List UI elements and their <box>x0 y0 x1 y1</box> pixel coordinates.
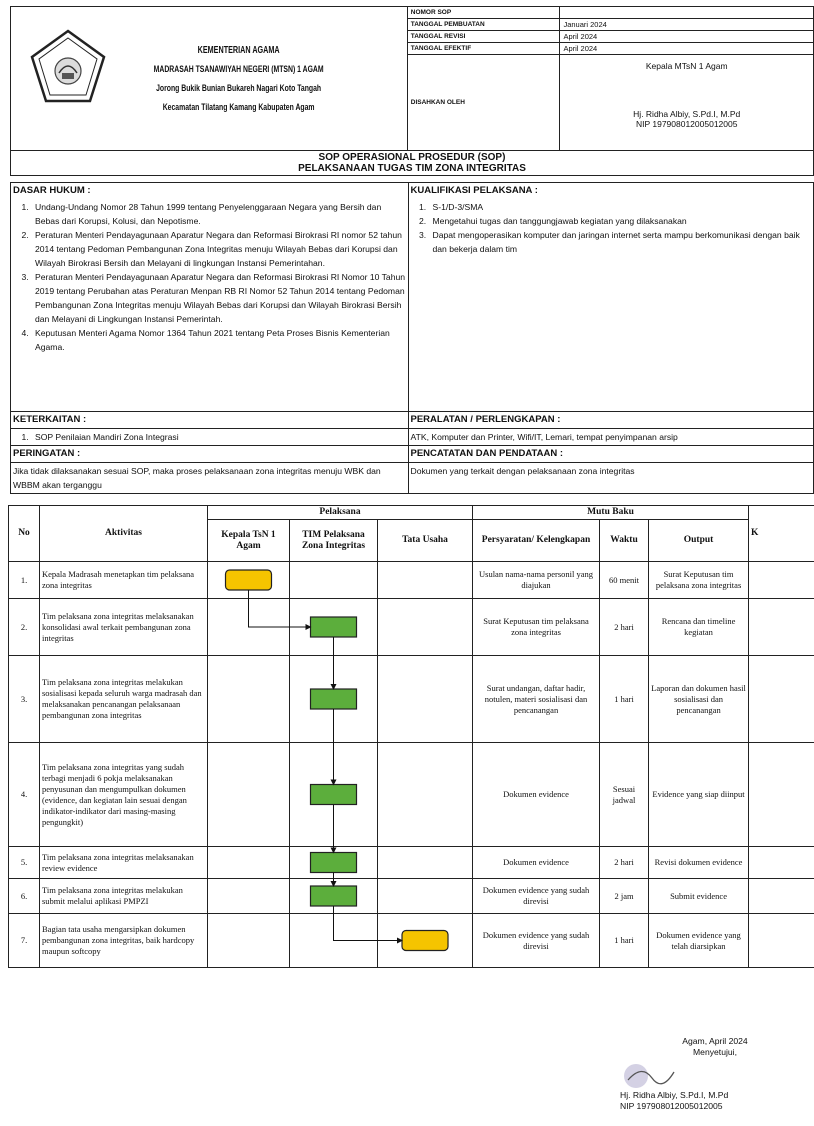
flow-row-waktu: 2 hari <box>600 847 649 879</box>
col-persyaratan: Persyaratan/ Kelengkapan <box>473 520 600 562</box>
col-pelaksana: Pelaksana <box>208 506 473 520</box>
keterkaitan-cell <box>11 428 409 445</box>
flow-row-aktivitas: Tim pelaksana zona integritas melaksanakan review evidence <box>40 847 208 879</box>
school-name: MADRASAH TSANAWIYAH NEGERI (MTSN) 1 AGAM <box>153 63 324 75</box>
lane-kepala <box>208 914 290 968</box>
sop-title-line-1: SOP OPERASIONAL PROSEDUR (SOP) <box>318 152 506 163</box>
flow-row-persyaratan: Dokumen evidence <box>473 847 600 879</box>
col-tata-usaha: Tata Usaha <box>378 520 473 562</box>
signature-approve: Menyetujui, <box>693 1047 737 1057</box>
keterkaitan-item: 1. SOP Penilaian Mandiri Zona Integrasi <box>31 430 406 444</box>
kualifikasi-item: 2. Mengetahui tugas dan tanggungjawab kegiatan yang dilaksanakan <box>429 214 812 228</box>
lane-tim <box>290 914 378 968</box>
school-address-2: Kecamatan Tilatang Kamang Kabupaten Agam <box>162 101 315 113</box>
sop-title-line-2: PELAKSANAAN TUGAS TIM ZONA INTEGRITAS <box>298 163 526 174</box>
kualifikasi-item: 3. Dapat mengoperasikan komputer dan jaringan internet serta mampu berkomunikasi dengan baik dan bekerja dalam tim <box>429 228 812 256</box>
col-output: Output <box>649 520 749 562</box>
sop-number-label: NOMOR SOP <box>407 7 560 19</box>
approver-title: Kepala MTsN 1 Agam <box>645 61 728 71</box>
keterkaitan-label: KETERKAITAN : <box>11 411 409 428</box>
lane-kepala <box>208 847 290 879</box>
peralatan-label: PERALATAN / PERLENGKAPAN : <box>408 411 814 428</box>
flow-row-aktivitas: Tim pelaksana zona integritas melaksanakan konsolidasi awal terkait pembangunan zona integritas <box>40 599 208 656</box>
signature-place-date: Agam, April 2024 <box>682 1036 748 1046</box>
flow-row-no: 1. <box>9 562 40 599</box>
flow-row-persyaratan: Dokumen evidence yang sudah direvisi <box>473 879 600 914</box>
sop-info-table <box>10 182 814 494</box>
revision-date-value: April 2024 <box>560 31 814 43</box>
dasar-hukum-label: DASAR HUKUM : <box>11 183 409 200</box>
dasar-hukum-item: 2. Peraturan Menteri Pendayagunaan Aparatur Negara dan Reformasi Birokrasi RI nomor 52 tahun 2014 tentang Pedoman Pembangunan Zona Integritas menuju Wilayah Bebas dari Korupsi dan Wilayah Birokrasi Bersih dan Melayani di lingkungan Instansi Pemerintahan. <box>31 228 406 270</box>
approver-nip: NIP 197908012005012005 <box>635 119 738 129</box>
flow-row-aktivitas: Bagian tata usaha mengarsipkan dokumen pembangunan zona integritas, baik hardcopy maupun softcopy <box>40 914 208 968</box>
flow-row-persyaratan: Surat Keputusan tim pelaksana zona integritas <box>473 599 600 656</box>
lane-tim <box>290 562 378 599</box>
signature-nip: NIP 197908012005012005 <box>620 1101 723 1111</box>
flow-row <box>9 562 814 599</box>
flow-row-output: Dokumen evidence yang telah diarsipkan <box>649 914 749 968</box>
lane-tata-usaha <box>378 599 473 656</box>
lane-tim <box>290 847 378 879</box>
signature-stamp <box>622 1060 682 1090</box>
approver-name: Hj. Ridha Albiy, S.Pd.I, M.Pd <box>633 109 741 119</box>
lane-tata-usaha <box>378 656 473 743</box>
flow-row-keterangan <box>749 656 814 743</box>
flow-row-output: Revisi dokumen evidence <box>649 847 749 879</box>
revision-date-label: TANGGAL REVISI <box>407 31 560 43</box>
created-date-label: TANGGAL PEMBUATAN <box>407 19 560 31</box>
flow-row-no: 5. <box>9 847 40 879</box>
kualifikasi-list <box>411 200 812 256</box>
flow-row <box>9 599 814 656</box>
flow-row-keterangan <box>749 847 814 879</box>
flow-row-no: 6. <box>9 879 40 914</box>
kualifikasi-list-cell <box>408 199 814 411</box>
flow-row-persyaratan: Dokumen evidence yang sudah direvisi <box>473 914 600 968</box>
flow-row-keterangan <box>749 879 814 914</box>
keterkaitan-list <box>13 430 406 444</box>
dasar-hukum-item: 4. Keputusan Menteri Agama Nomor 1364 Tahun 2021 tentang Peta Proses Bisnis Kementerian Agama. <box>31 326 406 354</box>
flow-row-waktu: Sesuai jadwal <box>600 743 649 847</box>
flow-row-no: 2. <box>9 599 40 656</box>
flow-row-aktivitas: Kepala Madrasah menetapkan tim pelaksana zona integritas <box>40 562 208 599</box>
signature-block <box>620 1036 810 1112</box>
sop-number-value <box>560 7 814 19</box>
flow-row-keterangan <box>749 914 814 968</box>
flow-rows <box>9 562 814 968</box>
flow-row-output: Surat Keputusan tim pelaksana zona integritas <box>649 562 749 599</box>
sop-header-table <box>10 6 814 176</box>
col-tim: TIM Pelaksana Zona Integritas <box>290 520 378 562</box>
dasar-hukum-item: 3. Peraturan Menteri Pendayagunaan Aparatur Negara dan Reformasi Birokrasi RI Nomor 10 Tahun 2019 tentang Perubahan atas Peraturan Menpan RB RI Nomor 52 Tahun 2014 tentang Pedoman Pembangunan Zona Integritas menuju Wilayah Bebas dari Korupsi dan Wilayah Birokrasi Bersih dan Melayani di Lingkungan Instansi Pemerintah. <box>31 270 406 326</box>
flow-row-keterangan <box>749 743 814 847</box>
flow-row-output: Evidence yang siap diinput <box>649 743 749 847</box>
flow-row-keterangan <box>749 562 814 599</box>
flow-row-waktu: 60 menit <box>600 562 649 599</box>
dasar-hukum-list <box>13 200 406 354</box>
lane-tata-usaha <box>378 847 473 879</box>
approved-by-label: DISAHKAN OLEH <box>407 55 560 151</box>
flow-row-output: Submit evidence <box>649 879 749 914</box>
flow-row-output: Laporan dan dokumen hasil sosialisasi dan pencanangan <box>649 656 749 743</box>
kualifikasi-item: 1. S-1/D-3/SMA <box>429 200 812 214</box>
flow-row-aktivitas: Tim pelaksana zona integritas melakukan submit melalui aplikasi PMPZI <box>40 879 208 914</box>
lane-tim <box>290 879 378 914</box>
col-no: No <box>9 506 40 562</box>
flow-row-waktu: 2 jam <box>600 879 649 914</box>
flow-row-no: 4. <box>9 743 40 847</box>
lane-tata-usaha <box>378 914 473 968</box>
peringatan-text: Jika tidak dilaksanakan sesuai SOP, maka proses pelaksanaan zona integritas menuju WBK dan WBBM akan terganggu <box>11 462 409 493</box>
pencatatan-text: Dokumen yang terkait dengan pelaksanaan zona integritas <box>408 462 814 493</box>
flow-row-aktivitas: Tim pelaksana zona integritas yang sudah terbagi menjadi 6 pokja melaksanakan penyusunan dan mengumpulkan dokumen (evidence, dan kegiatan lain sesuai dengan indikator-indikator dari masing-masing pengungkit) <box>40 743 208 847</box>
peringatan-label: PERINGATAN : <box>11 445 409 462</box>
col-kepala: Kepala TsN 1 Agam <box>208 520 290 562</box>
sop-flow-table <box>8 505 814 968</box>
ministry-name: KEMENTERIAN AGAMA <box>197 44 280 56</box>
col-waktu: Waktu <box>600 520 649 562</box>
peralatan-text: ATK, Komputer dan Printer, Wifi/IT, Lemari, tempat penyimpanan arsip <box>408 428 814 445</box>
flow-row-output: Rencana dan timeline kegiatan <box>649 599 749 656</box>
approver-cell <box>560 55 814 151</box>
flow-row <box>9 879 814 914</box>
lane-kepala <box>208 562 290 599</box>
flow-row-waktu: 1 hari <box>600 656 649 743</box>
flow-row <box>9 656 814 743</box>
flow-row-persyaratan: Usulan nama-nama personil yang diajukan <box>473 562 600 599</box>
dasar-hukum-item: 1. Undang-Undang Nomor 28 Tahun 1999 tentang Penyelenggaraan Negara yang Bersih dan Bebas dari Korupsi, Kolusi, dan Nepotisme. <box>31 200 406 228</box>
lane-kepala <box>208 656 290 743</box>
effective-date-value: April 2024 <box>560 43 814 55</box>
lane-tim <box>290 743 378 847</box>
flow-row <box>9 743 814 847</box>
flow-row-waktu: 2 hari <box>600 599 649 656</box>
dasar-hukum-list-cell <box>11 199 409 411</box>
flow-row-persyaratan: Dokumen evidence <box>473 743 600 847</box>
flow-row-keterangan <box>749 599 814 656</box>
flow-row-persyaratan: Surat undangan, daftar hadir, notulen, materi sosialisasi dan pencanangan <box>473 656 600 743</box>
school-address-1: Jorong Bukik Bunian Bukareh Nagari Koto Tangah <box>156 82 322 94</box>
lane-tata-usaha <box>378 562 473 599</box>
sop-title <box>11 151 814 176</box>
flow-row-no: 7. <box>9 914 40 968</box>
lane-kepala <box>208 879 290 914</box>
institution-block <box>11 7 408 151</box>
flow-row <box>9 847 814 879</box>
col-keterangan: K <box>749 506 814 562</box>
col-mutu-baku: Mutu Baku <box>473 506 749 520</box>
pencatatan-label: PENCATATAN DAN PENDATAAN : <box>408 445 814 462</box>
signature-name: Hj. Ridha Albiy, S.Pd.I, M.Pd <box>620 1090 729 1100</box>
col-aktivitas: Aktivitas <box>40 506 208 562</box>
lane-kepala <box>208 599 290 656</box>
flow-row <box>9 914 814 968</box>
lane-tata-usaha <box>378 743 473 847</box>
flow-row-no: 3. <box>9 656 40 743</box>
lane-kepala <box>208 743 290 847</box>
lane-tim <box>290 599 378 656</box>
lane-tim <box>290 656 378 743</box>
created-date-value: Januari 2024 <box>560 19 814 31</box>
flow-row-waktu: 1 hari <box>600 914 649 968</box>
lane-tata-usaha <box>378 879 473 914</box>
flow-row-aktivitas: Tim pelaksana zona integritas melakukan sosialisasi kepada seluruh warga madrasah dan melaksanakan pencanangan pelaksanaan pembangunan zona integritas <box>40 656 208 743</box>
effective-date-label: TANGGAL EFEKTIF <box>407 43 560 55</box>
kualifikasi-label: KUALIFIKASI PELAKSANA : <box>408 183 814 200</box>
